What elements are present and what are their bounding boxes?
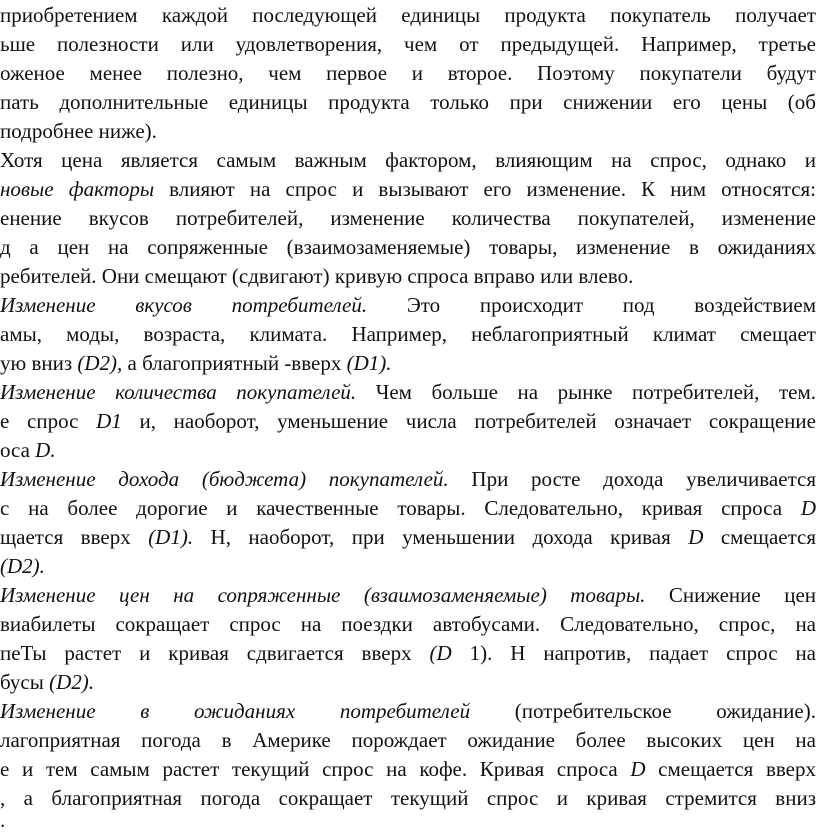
text-run: смещается <box>703 525 816 549</box>
text-run: пать дополнительные единицы продукта только при снижении его цены (об <box>0 90 816 114</box>
italic-text: Изменение цен на сопряженные (взаимозаменяемые) товары. <box>0 583 646 607</box>
text-run: Хотя цена является самым важным фактором, влияющим на спрос, однако и <box>0 148 816 172</box>
text-line <box>0 551 816 581</box>
text-line <box>0 261 816 291</box>
text-run: (потребительское ожидание). <box>470 699 816 723</box>
text-line <box>0 754 816 784</box>
text-line <box>0 464 816 494</box>
text-run: Чем больше на рынке потребителей, тем. <box>356 380 816 404</box>
italic-text: Изменение в ожиданиях потребителей <box>0 699 471 723</box>
text-run: При росте дохода увеличивается <box>448 467 816 491</box>
italic-text: D <box>630 757 646 781</box>
text-run: оженое менее полезно, чем первое и второе. Поэтому покупатели будут <box>0 61 816 85</box>
text-line <box>0 29 816 59</box>
italic-text: (D1). <box>346 351 392 375</box>
text-line <box>0 145 816 175</box>
italic-text: (D2). <box>49 670 94 694</box>
text-run: щается вверх <box>0 525 149 549</box>
text-run: ьше полезности или удовлетворения, чем от предыдущей. Например, третье <box>0 32 816 56</box>
italic-text: (D1). <box>148 525 194 549</box>
text-line <box>0 174 816 204</box>
text-run: подробнее ниже). <box>0 119 157 143</box>
text-run: Снижение цен <box>645 583 816 607</box>
italic-text: (D2), <box>77 351 123 375</box>
text-run: ребителей. Они смещают (сдвигают) кривую спроса вправо или влево. <box>0 264 634 288</box>
italic-text: (D2). <box>0 554 45 578</box>
italic-text: Изменение вкусов потребителей. <box>0 293 368 317</box>
text-line <box>0 493 816 523</box>
text-run: ую вниз <box>0 351 78 375</box>
italic-text: D1 <box>96 409 122 433</box>
text-line <box>0 667 816 697</box>
text-line <box>0 87 816 117</box>
text-run: Н, наоборот, при уменьшении дохода кривая <box>193 525 689 549</box>
italic-text: Изменение количества покупателей. <box>0 380 357 404</box>
italic-text: D. <box>35 438 56 462</box>
text-run: и, наоборот, уменьшение числа потребителей означает сокращение <box>121 409 816 433</box>
text-line <box>0 290 816 320</box>
text-line <box>0 116 816 146</box>
text-line <box>0 232 816 262</box>
text-run: енение вкусов потребителей, изменение количества покупателей, изменение <box>0 206 816 230</box>
text-run: амы, моды, возраста, климата. Например, неблагоприятный климат смещает <box>0 322 816 346</box>
text-run: пеТы растет и кривая сдвигается вверх <box>0 641 430 665</box>
text-line <box>0 696 816 726</box>
text-line <box>0 580 816 610</box>
italic-text: D <box>688 525 704 549</box>
italic-text: Изменение дохода (бюджета) покупателей. <box>0 467 449 491</box>
text-line <box>0 522 816 552</box>
text-line <box>0 805 816 835</box>
text-run: бусы <box>0 670 50 694</box>
text-line <box>0 377 816 407</box>
text-line <box>0 725 816 755</box>
text-run: д а цен на сопряженные (взаимозаменяемые) товары, изменение в ожиданиях <box>0 235 816 259</box>
text-line <box>0 406 816 436</box>
text-run: оса <box>0 438 36 462</box>
text-line <box>0 58 816 88</box>
text-run: 1). Н напротив, падает спрос на <box>451 641 816 665</box>
text-line <box>0 0 816 30</box>
text-line <box>0 609 816 639</box>
text-run: влияют на спрос и вызывают его изменение. К ним относятся: <box>154 177 816 201</box>
italic-text: (D <box>429 641 452 665</box>
text-line <box>0 638 816 668</box>
text-run: виабилеты сокращает спрос на поездки автобусами. Следовательно, спрос, на <box>0 612 816 636</box>
text-run: с на более дорогие и качественные товары. Следовательно, кривая спроса <box>0 496 801 520</box>
text-line <box>0 348 816 378</box>
text-run: е и тем самым растет текущий спрос на кофе. Кривая спроса <box>0 757 631 781</box>
text-run: . <box>0 808 6 832</box>
italic-text: D <box>800 496 816 520</box>
text-run: лагоприятная погода в Америке порождает ожидание более высоких цен на <box>0 728 816 752</box>
text-line <box>0 319 816 349</box>
text-run: , а благоприятная погода сокращает текущий спрос и кривая стремится вниз <box>0 786 816 810</box>
text-run: смещается вверх <box>645 757 816 781</box>
text-line <box>0 203 816 233</box>
text-run: Это происходит под воздействием <box>367 293 816 317</box>
text-run: приобретением каждой последующей единицы продукта покупатель получает <box>0 3 816 27</box>
text-run: е спрос <box>0 409 97 433</box>
text-run: а благоприятный -вверх <box>122 351 347 375</box>
text-line <box>0 435 816 465</box>
italic-text: новые факторы <box>0 177 155 201</box>
